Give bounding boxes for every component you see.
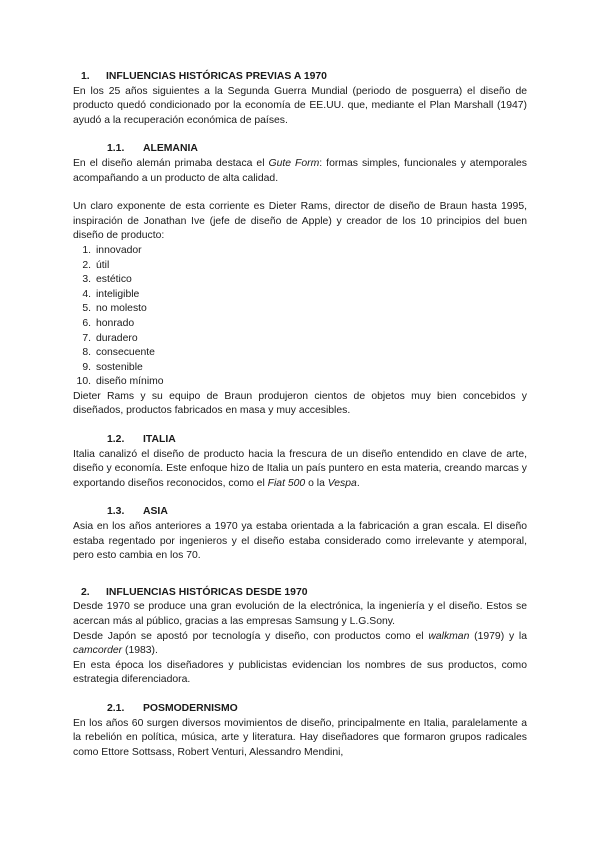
alemania-paragraph-1: En el diseño alemán primaba destaca el Gute Form: formas simples, funcionales y atemporales acompañando a un producto de alta calidad. <box>73 157 527 184</box>
section-1-number: 1. <box>81 71 90 82</box>
list-item: 2. útil <box>82 259 110 271</box>
list-item: 4. inteligible <box>82 288 140 300</box>
subsection-alemania-title: ALEMANIA <box>143 143 198 155</box>
subsection-asia-title: ASIA <box>143 506 168 518</box>
section-2-paragraph-1: Desde 1970 se produce una gran evolución de la electrónica, la ingeniería y el diseño. Estos se acercan más al público, gracias a las empresas Samsung y L.G.Sony. <box>73 601 527 627</box>
walkman-term: walkman <box>428 630 470 642</box>
list-item: 1. innovador <box>82 244 142 256</box>
fiat-500-term: Fiat 500 <box>267 477 306 489</box>
subsection-italia-title: ITALIA <box>143 434 176 446</box>
list-item: 9. sostenible <box>82 361 143 373</box>
list-item: 5. no molesto <box>82 303 147 315</box>
alemania-paragraph-2: Un claro exponente de esta corriente es Dieter Rams, director de diseño de Braun hasta 1995, inspiración de Jonathan Ive (jefe de diseño de Apple) y creador de los 10 principios del buen diseño de producto: <box>73 201 527 242</box>
subsection-italia-number: 1.2. <box>107 434 125 446</box>
asia-paragraph: Asia en los años anteriores a 1970 ya estaba orientada a la fabricación a gran escala. El diseño estaba regentado por ingenieros y el diseño estaba considerado como irrelevante y atemporal, pero esto cambia en los 70. <box>73 521 527 562</box>
subsection-posmodernismo-heading <box>73 702 527 717</box>
list-item: 7. duradero <box>82 332 138 344</box>
gute-form-term: Gute Form <box>268 157 320 169</box>
posmodernismo-paragraph: En los años 60 surgen diversos movimientos de diseño, principalmente en Italia, paralelamente a la rebelión en política, música, arte y literatura. Hay diseñadores que formaron grupos radicales como Ettore Sottsass, Robert Venturi, Alessandro Mendini, <box>73 717 527 758</box>
section-1-intro: En los 25 años siguientes a la Segunda Guerra Mundial (periodo de posguerra) el diseño de producto quedó condicionado por la economía de EE.UU. que, mediante el Plan Marshall (1947) ayudó a la recuperación económica de países. <box>73 85 527 126</box>
section-2-number: 2. <box>81 586 90 598</box>
section-2-title: INFLUENCIAS HISTÓRICAS DESDE 1970 <box>106 586 308 598</box>
subsection-asia-heading <box>73 505 527 520</box>
document-page <box>73 70 527 760</box>
list-item: 6. honrado <box>82 317 135 329</box>
list-item: 8. consecuente <box>82 347 155 359</box>
subsection-posmodernismo-number: 2.1. <box>107 702 125 714</box>
subsection-italia-heading <box>73 433 527 448</box>
section-1-heading <box>73 70 527 85</box>
principles-list <box>73 244 527 390</box>
italia-paragraph: Italia canalizó el diseño de producto hacia la frescura de un diseño entendido en clave de arte, diseño y economía. Este enfoque hizo de Italia un país puntero en esta materia, creando marcas y exportando diseños reconocidos, como el Fiat 500 o la Vespa. <box>73 448 527 489</box>
section-2-paragraph-2: Desde Japón se apostó por tecnología y diseño, con productos como el walkman (1979) y la camcorder (1983). <box>73 630 527 657</box>
list-item: 10. diseño mínimo <box>76 376 164 388</box>
section-2-paragraph-3: En esta época los diseñadores y publicistas evidencian los nombres de sus productos, como estrategia diferenciadora. <box>73 659 527 686</box>
subsection-alemania-number: 1.1. <box>107 143 125 155</box>
subsection-asia-number: 1.3. <box>107 506 125 518</box>
section-1-title: INFLUENCIAS HISTÓRICAS PREVIAS A 1970 <box>106 71 327 82</box>
section-2-heading <box>73 586 527 601</box>
vespa-term: Vespa <box>327 477 357 489</box>
camcorder-term: camcorder <box>73 645 123 657</box>
subsection-posmodernismo-title: POSMODERNISMO <box>143 702 238 714</box>
list-item: 3. estético <box>82 274 132 286</box>
alemania-paragraph-3: Dieter Rams y su equipo de Braun produjeron cientos de objetos muy bien concebidos y diseñados, productos fabricados en masa y muy accesibles. <box>73 390 527 417</box>
subsection-alemania-heading <box>73 142 527 157</box>
